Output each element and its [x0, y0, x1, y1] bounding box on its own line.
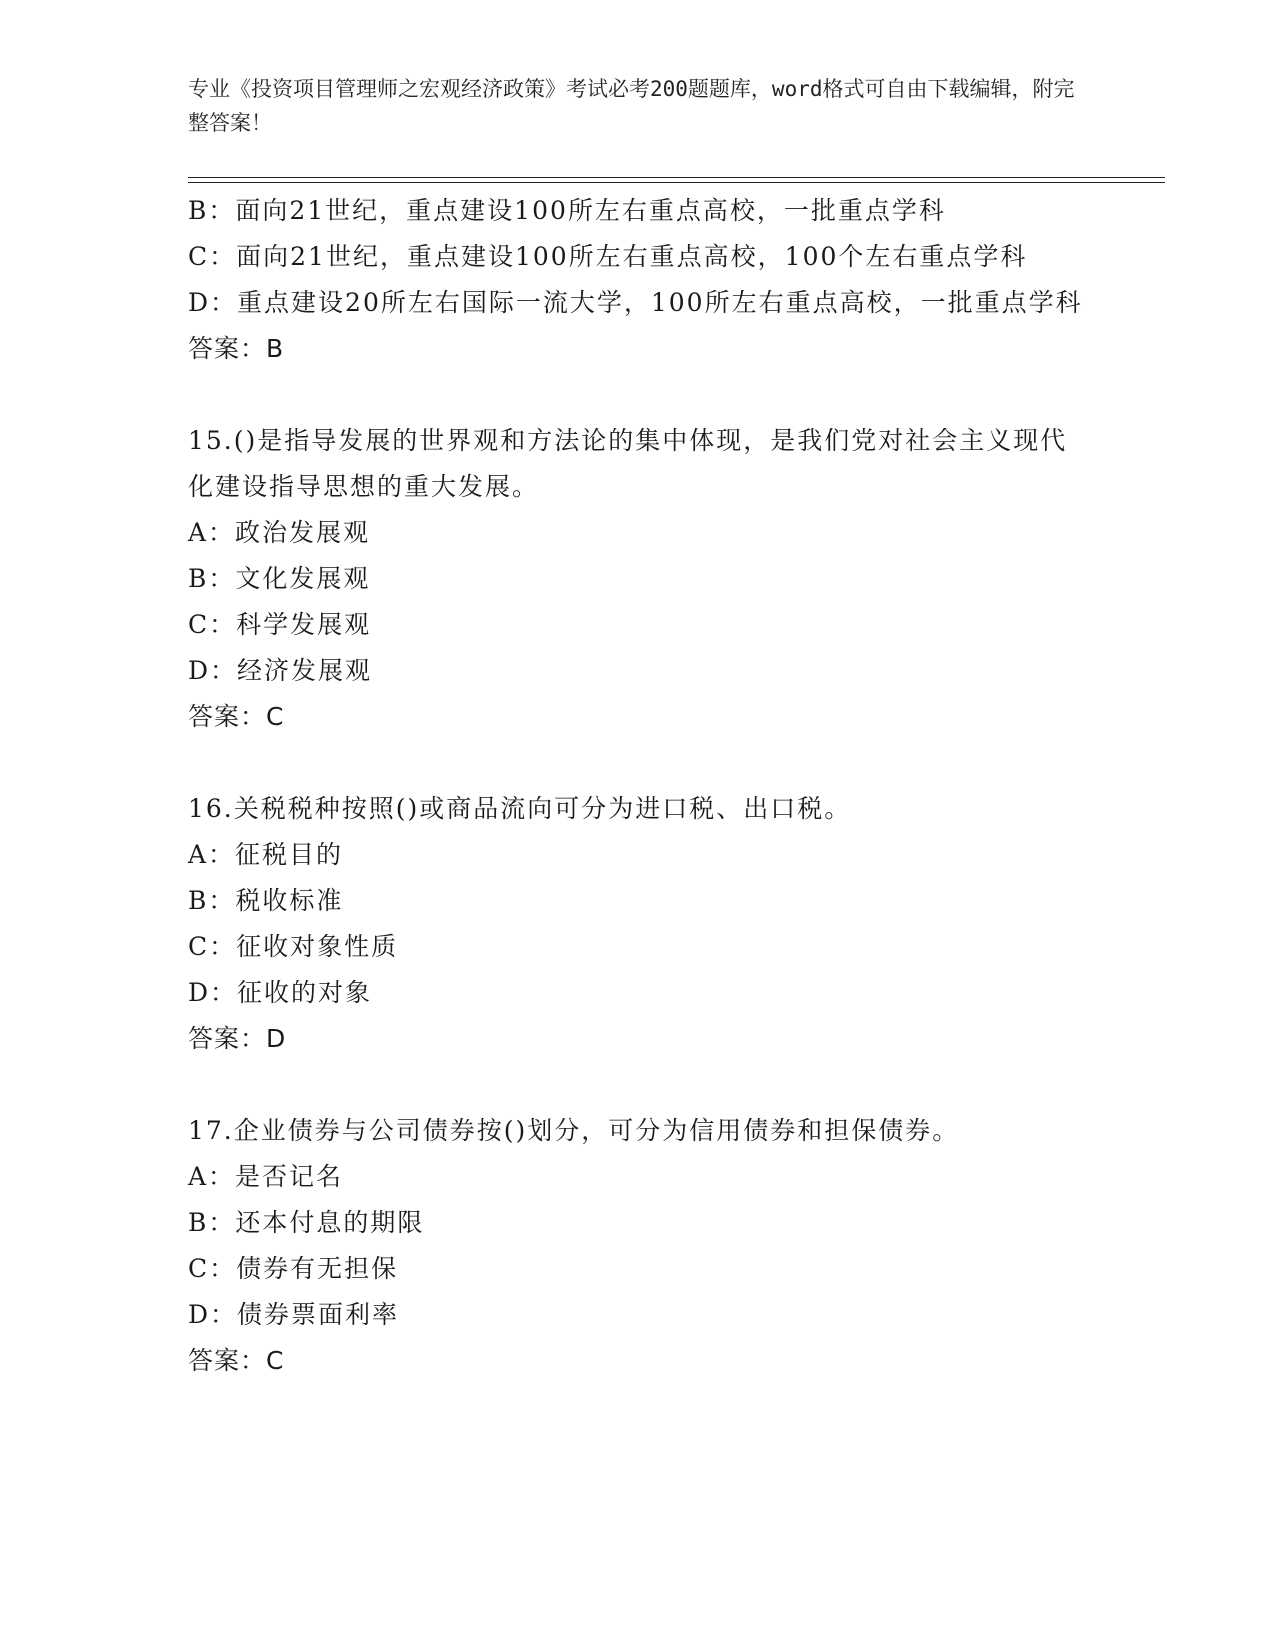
question-stem: 15.()是指导发展的世界观和方法论的集中体现，是我们党对社会主义现代化建设指导思想的重大发展。	[188, 426, 1068, 501]
prev-question-tail	[188, 188, 1088, 372]
option-c: C：征收对象性质	[188, 932, 399, 961]
option-d: D：征收的对象	[188, 978, 373, 1007]
document-header: 专业《投资项目管理师之宏观经济政策》考试必考200题题库，word格式可自由下载编辑，附完整答案！	[188, 77, 1075, 135]
spacer	[188, 740, 1088, 786]
option-b: B：税收标准	[188, 886, 344, 915]
option-c: C：科学发展观	[188, 610, 372, 639]
answer: 答案：D	[188, 1024, 287, 1053]
option-b: B：文化发展观	[188, 564, 371, 593]
question-15	[188, 418, 1088, 740]
option-a: A：征税目的	[188, 840, 344, 869]
header-rule-top	[188, 177, 1165, 178]
option-a: A：政治发展观	[188, 518, 371, 547]
answer: 答案：C	[188, 1346, 285, 1375]
option-c: C：面向21世纪，重点建设100所左右重点高校，100个左右重点学科	[188, 242, 1028, 271]
question-stem: 17.企业债券与公司债券按()划分，可分为信用债券和担保债券。	[188, 1116, 960, 1145]
header-rule-bottom	[188, 182, 1165, 183]
option-d: D：经济发展观	[188, 656, 373, 685]
option-b: B：面向21世纪，重点建设100所左右重点高校，一批重点学科	[188, 196, 946, 225]
question-16	[188, 786, 1088, 1062]
option-d: D：重点建设20所左右国际一流大学，100所左右重点高校，一批重点学科	[188, 288, 1083, 317]
option-d: D：债券票面利率	[188, 1300, 400, 1329]
option-b: B：还本付息的期限	[188, 1208, 425, 1237]
answer: 答案：B	[188, 334, 285, 363]
question-stem: 16.关税税种按照()或商品流向可分为进口税、出口税。	[188, 794, 852, 823]
answer: 答案：C	[188, 702, 285, 731]
spacer	[188, 372, 1088, 418]
option-c: C：债券有无担保	[188, 1254, 399, 1283]
question-17	[188, 1108, 1088, 1384]
option-a: A：是否记名	[188, 1162, 344, 1191]
spacer	[188, 1062, 1088, 1108]
document-body	[188, 188, 1088, 1384]
